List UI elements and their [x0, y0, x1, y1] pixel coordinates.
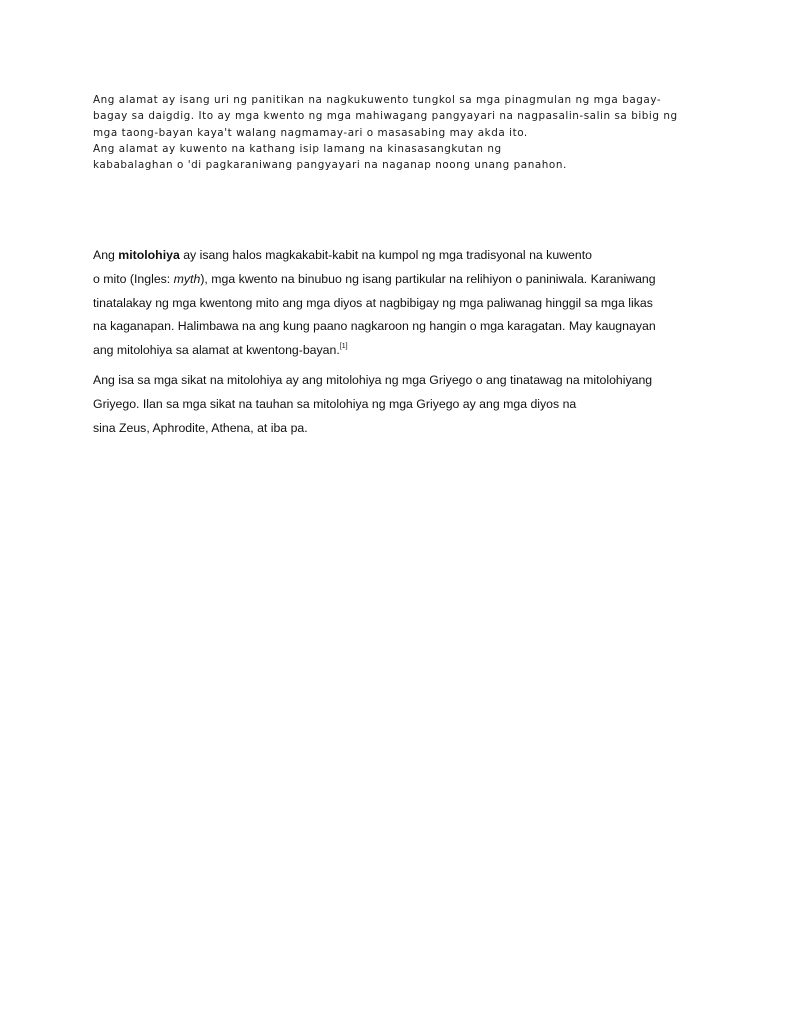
- text-fragment: o mito (Ingles:: [93, 271, 174, 286]
- mitolohiya-line-4: na kaganapan. Halimbawa na ang kung paano nagkaroon ng hangin o mga karagatan. May kaugnayan: [93, 319, 656, 334]
- griyego-line-1: Ang isa sa mga sikat na mitolohiya ay ang mitolohiya ng mga Griyego o ang tinatawag na mitolohiyang: [93, 372, 653, 387]
- mitolohiya-paragraph-2: [93, 369, 713, 440]
- text-fragment: Ang: [93, 248, 119, 262]
- alamat-paragraph: [93, 92, 713, 173]
- alamat-line-2: bagay sa daigdig. Ito ay mga kwento ng mga mahiwagang pangyayari na nagpasalin-salin sa bibig ng: [93, 110, 678, 123]
- mitolohiya-line-2: [93, 268, 713, 292]
- alamat-line-1: Ang alamat ay isang uri ng panitikan na nagkukuwento tungkol sa mga pinagmulan ng mga bagay-: [93, 94, 662, 106]
- griyego-line-2: Griyego. Ilan sa mga sikat na tauhan sa mitolohiya ng mga Griyego ay ang mga diyos na: [93, 396, 577, 411]
- myth-term: myth: [173, 271, 201, 286]
- griyego-line-3: sina Zeus, Aphrodite, Athena, at iba pa.: [93, 420, 308, 435]
- text-fragment: ang mitolohiya sa alamat at kwentong-bayan.: [93, 343, 340, 358]
- text-fragment: ), mga kwento na binubuo ng isang partikular na relihiyon o paniniwala. Karaniwang: [200, 271, 656, 286]
- mitolohiya-section: [93, 244, 713, 440]
- alamat-line-4: Ang alamat ay kuwento na kathang isip lamang na kinasasangkutan ng: [93, 142, 502, 155]
- mitolohiya-line-3: tinatalakay ng mga kwentong mito ang mga diyos at nagbibigay ng mga paliwanag hinggil sa mga likas: [93, 295, 653, 310]
- mitolohiya-term: mitolohiya: [118, 248, 180, 262]
- alamat-line-3: mga taong-bayan kaya't walang nagmamay-ari o masasabing may akda ito.: [93, 126, 528, 139]
- text-fragment: ay isang halos magkakabit-kabit na kumpol ng mga tradisyonal na kuwento: [179, 248, 592, 262]
- mitolohiya-line-5: [93, 339, 713, 363]
- mitolohiya-line-1: [93, 244, 713, 268]
- footnote-reference[interactable]: [1]: [339, 343, 348, 351]
- alamat-line-5: kababalaghan o 'di pagkaraniwang pangyayari na naganap noong unang panahon.: [93, 159, 567, 172]
- mitolohiya-paragraph-1: [93, 244, 713, 363]
